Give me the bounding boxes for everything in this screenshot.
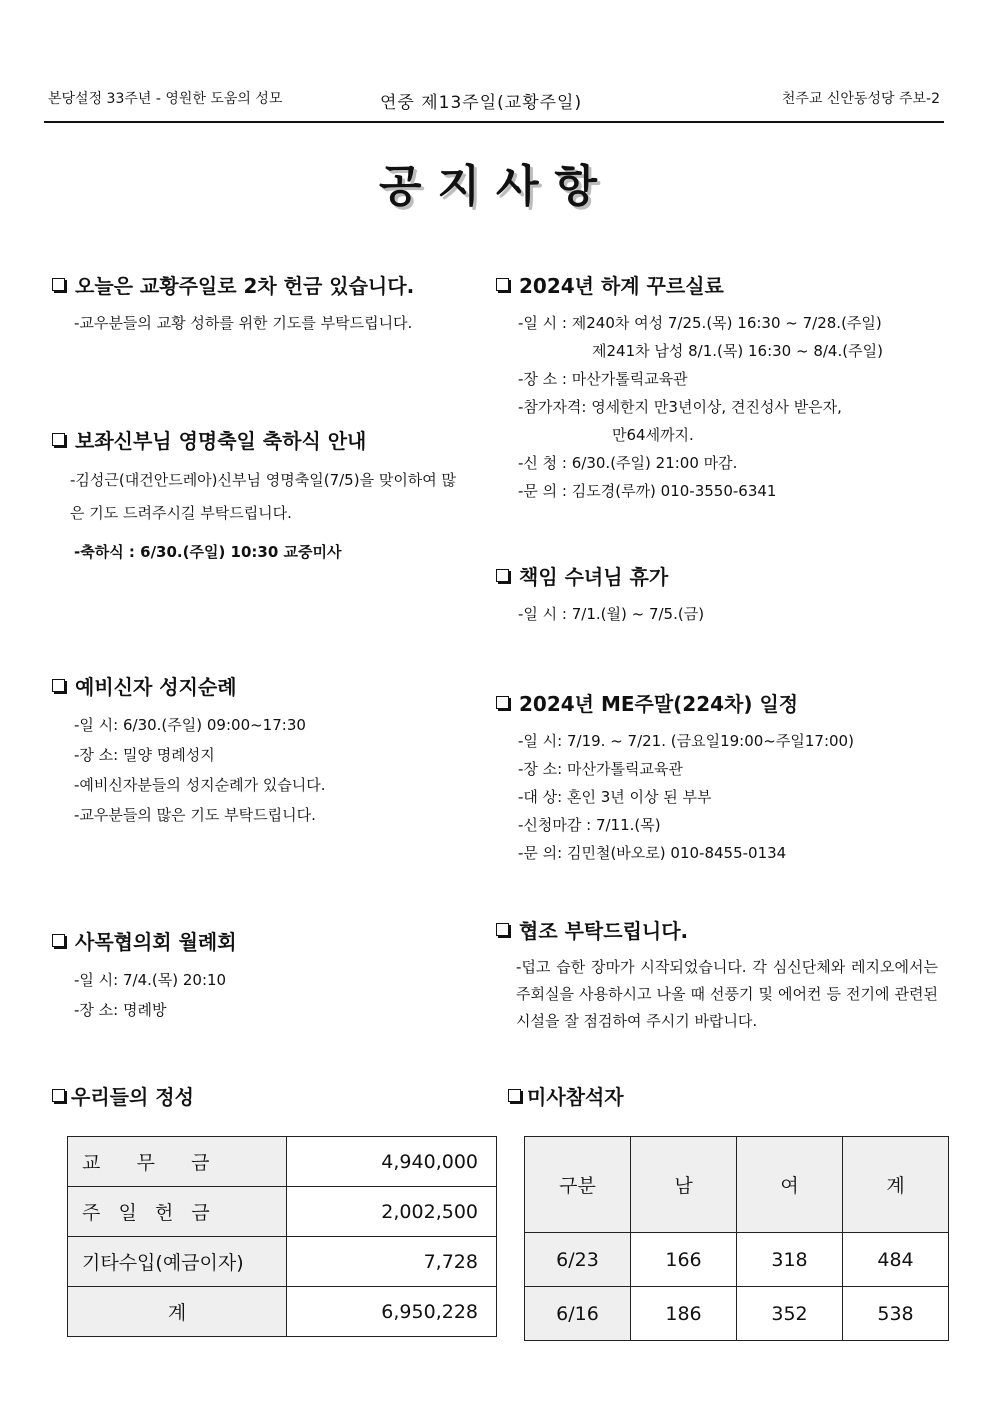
section-offering <box>52 1081 472 1120</box>
table-cell: 538 <box>843 1287 949 1341</box>
section-line: -일 시: 7/19. ~ 7/21. (금요일19:00~주일17:00) <box>518 732 854 750</box>
section-line: -장 소: 마산가톨릭교육관 <box>518 760 683 778</box>
section-retreat <box>496 270 944 505</box>
section-line: 제241차 남성 8/1.(목) 16:30 ~ 8/4.(주일) <box>592 342 883 360</box>
table-cell: 484 <box>843 1233 949 1287</box>
table-row <box>68 1287 497 1337</box>
checkbox-bullet-icon <box>496 278 509 291</box>
section-council <box>52 926 472 1025</box>
table-cell-value: 4,940,000 <box>287 1137 497 1187</box>
checkbox-bullet-icon <box>496 696 509 709</box>
section-title: 예비신자 성지순례 <box>75 675 237 699</box>
section-line: -신청마감 : 7/11.(목) <box>518 816 661 834</box>
section-title: 협조 부탁드립니다. <box>519 919 689 943</box>
offering-table <box>67 1136 497 1337</box>
section-line: -일 시 : 7/1.(월) ~ 7/5.(금) <box>518 605 705 623</box>
table-cell: 6/16 <box>525 1287 631 1341</box>
table-header-cell: 여 <box>737 1137 843 1233</box>
section-sister <box>496 561 916 628</box>
section-line: -장 소 : 마산가톨릭교육관 <box>518 370 688 388</box>
table-row <box>68 1137 497 1187</box>
table-cell: 6/23 <box>525 1233 631 1287</box>
page-title: 공지사항 <box>378 161 613 212</box>
table-header-cell: 구분 <box>525 1137 631 1233</box>
section-line: -참가자격: 영세한지 만3년이상, 견진성사 받은자, <box>518 398 842 416</box>
section-line: 만64세까지. <box>612 426 694 444</box>
section-pilgrimage <box>52 671 472 830</box>
section-title: 보좌신부님 영명축일 축하식 안내 <box>75 429 367 453</box>
header-divider <box>44 121 944 123</box>
table-row <box>68 1187 497 1237</box>
section-title: 우리들의 정성 <box>71 1085 194 1109</box>
table-cell: 166 <box>631 1233 737 1287</box>
checkbox-bullet-icon <box>52 934 65 947</box>
section-line: -일 시 : 제240차 여성 7/25.(목) 16:30 ~ 7/28.(주일) <box>518 314 882 332</box>
checkbox-bullet-icon <box>52 1089 65 1102</box>
section-line: -교우분들의 교황 성하를 위한 기도를 부탁드립니다. <box>74 314 413 332</box>
section-line: -예비신자분들의 성지순례가 있습니다. <box>74 776 326 794</box>
header-left: 본당설정 33주년 - 영원한 도움의 성모 <box>48 91 283 107</box>
table-cell: 318 <box>737 1233 843 1287</box>
section-line: -교우분들의 많은 기도 부탁드립니다. <box>74 806 316 824</box>
section-line: -대 상: 혼인 3년 이상 된 부부 <box>518 788 712 806</box>
section-line: -문 의: 김민철(바오로) 010-8455-0134 <box>518 844 787 862</box>
section-title: 오늘은 교황주일로 2차 헌금 있습니다. <box>75 274 415 298</box>
section-title: 미사참석자 <box>527 1085 624 1109</box>
table-cell-value: 6,950,228 <box>287 1287 497 1337</box>
table-cell-label: 주 일 헌 금 <box>68 1187 287 1237</box>
section-pope-sunday <box>52 270 472 337</box>
table-row <box>525 1233 949 1287</box>
table-header-cell: 계 <box>843 1137 949 1233</box>
checkbox-bullet-icon <box>52 433 65 446</box>
table-cell-label: 기타수입(예금이자) <box>68 1237 287 1287</box>
header-right: 천주교 신안동성당 주보-2 <box>781 91 940 107</box>
section-line: -일 시: 7/4.(목) 20:10 <box>74 971 227 989</box>
section-line: -장 소: 밀양 명례성지 <box>74 746 215 764</box>
section-feast <box>52 425 472 566</box>
checkbox-bullet-icon <box>52 278 65 291</box>
section-line: -신 청 : 6/30.(주일) 21:00 마감. <box>518 454 738 472</box>
section-line: -장 소: 명례방 <box>74 1001 167 1019</box>
section-attendance <box>508 1081 928 1120</box>
attendance-table <box>524 1136 949 1341</box>
section-cooperation <box>496 915 944 1035</box>
section-title: 사목협의회 월례회 <box>75 930 237 954</box>
table-row <box>525 1287 949 1341</box>
section-title: 2024년 ME주말(224차) 일정 <box>519 692 799 716</box>
checkbox-bullet-icon <box>52 679 65 692</box>
table-cell-label: 교 무 금 <box>68 1137 287 1187</box>
section-title: 책임 수녀님 휴가 <box>519 565 669 589</box>
table-header-row <box>525 1137 949 1233</box>
table-cell: 352 <box>737 1287 843 1341</box>
header-center: 연중 제13주일(교황주일) <box>380 93 583 113</box>
table-header-cell: 남 <box>631 1137 737 1233</box>
section-title: 2024년 하계 꾸르실료 <box>519 274 724 298</box>
section-paragraph: -덥고 습한 장마가 시작되었습니다. 각 심신단체와 레지오에서는 주회실을 사용하시고 나올 때 선풍기 및 에어컨 등 전기에 관련된 시설을 잘 점검하여 주시기 바랍니다. <box>516 958 938 1030</box>
table-cell-value: 7,728 <box>287 1237 497 1287</box>
checkbox-bullet-icon <box>496 923 509 936</box>
table-cell-label: 계 <box>68 1287 287 1337</box>
section-line: -일 시: 6/30.(주일) 09:00~17:30 <box>74 716 306 734</box>
section-paragraph: -김성근(대건안드레아)신부님 영명축일(7/5)을 맞이하여 많은 기도 드려주시길 부탁드립니다. <box>70 471 457 522</box>
section-line: -문 의 : 김도경(루까) 010-3550-6341 <box>518 482 777 500</box>
table-cell-value: 2,002,500 <box>287 1187 497 1237</box>
section-event: -축하식 : 6/30.(주일) 10:30 교중미사 <box>74 543 342 561</box>
section-me <box>496 688 944 867</box>
checkbox-bullet-icon <box>508 1089 521 1102</box>
table-row <box>68 1237 497 1287</box>
checkbox-bullet-icon <box>496 569 509 582</box>
table-cell: 186 <box>631 1287 737 1341</box>
